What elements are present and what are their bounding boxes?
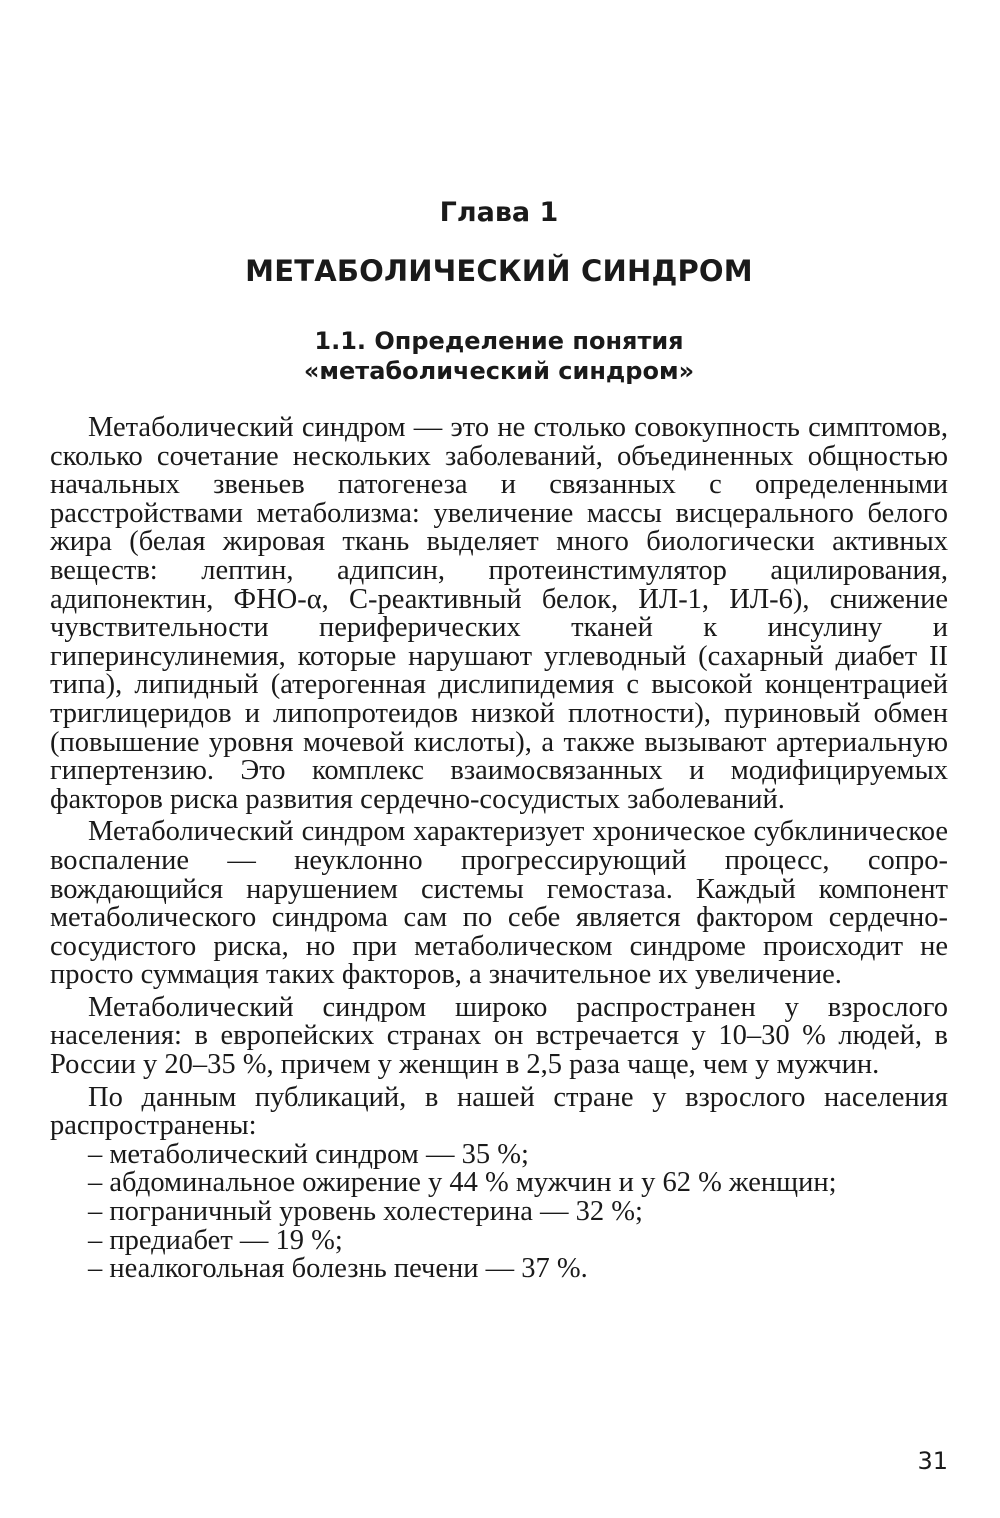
body-text bbox=[50, 414, 948, 1284]
paragraph-1: Метаболический синдром — это не столько совокупность симптомов, сколько сочетание нескольких заболеваний, объединенных общностью начальных звеньев патогенеза и связанных с определенными расстройствами метаболизма: увеличение массы висцерального белого жира (белая жировая ткань выделяет много биологически активных веществ: лептин, адипсин, протеинстимулятор ацилирования, адипонектин, ФНО-α, С-реактивный белок, ИЛ-1, ИЛ-6), снижение чувствительности периферических тканей к инсулину и гиперинсулинемия, которые нарушают углеводный (сахарный диабет II типа), липидный (атерогенная дислипидемия с высокой концентрацией триглицеридов и липопротеидов низкой плотности), пуриновый обмен (повышение уровня мочевой кислоты), а также вызывают артериальную гипертензию. Это комплекс взаимосвязанных и модифицируемых факторов риска развития сердечно-сосудистых заболеваний. bbox=[50, 412, 948, 815]
paragraph-4: По данным публикаций, в нашей стране у взрослого населения распространены: bbox=[50, 1081, 948, 1142]
list-item: – абдоминальное ожирение у 44 % мужчин и у 62 % женщин; bbox=[88, 1167, 837, 1199]
chapter-label: Глава 1 bbox=[439, 197, 559, 228]
page-number: 31 bbox=[917, 1447, 948, 1475]
section-title bbox=[50, 326, 948, 386]
list-item: – предиабет — 19 %; bbox=[88, 1224, 343, 1256]
paragraph-3: Метаболический синдром широко распространен у взрослого населения: в европейских странах он встречается у 10–30 % людей, в России у 20–35 %, причем у женщин в 2,5 раза чаще, чем у мужчин. bbox=[50, 991, 948, 1081]
section-title-line-1: 1.1. Определение понятия bbox=[314, 327, 684, 355]
book-page bbox=[50, 0, 948, 1518]
list-item: – метаболический синдром — 35 %; bbox=[88, 1138, 529, 1170]
list-item: – пограничный уровень холестерина — 32 %; bbox=[88, 1196, 643, 1228]
section-title-line-2: «метаболический синдром» bbox=[303, 357, 695, 385]
list-item: – неалкогольная болезнь печени — 37 %. bbox=[88, 1253, 588, 1285]
chapter-title: МЕТАБОЛИЧЕСКИЙ СИНДРОМ bbox=[245, 254, 753, 288]
prevalence-list bbox=[50, 1138, 948, 1285]
paragraph-2: Метаболический синдром характеризует хроническое субклиническое воспаление — неуклонно прогрессирующий процесс, сопровождающийся нарушением системы гемостаза. Каждый компонент метаболического синдрома сам по себе является фактором сердечно-сосудистого риска, но при метаболическом синдроме происходит не просто суммация таких факторов, а значительное их увеличение. bbox=[50, 816, 948, 991]
